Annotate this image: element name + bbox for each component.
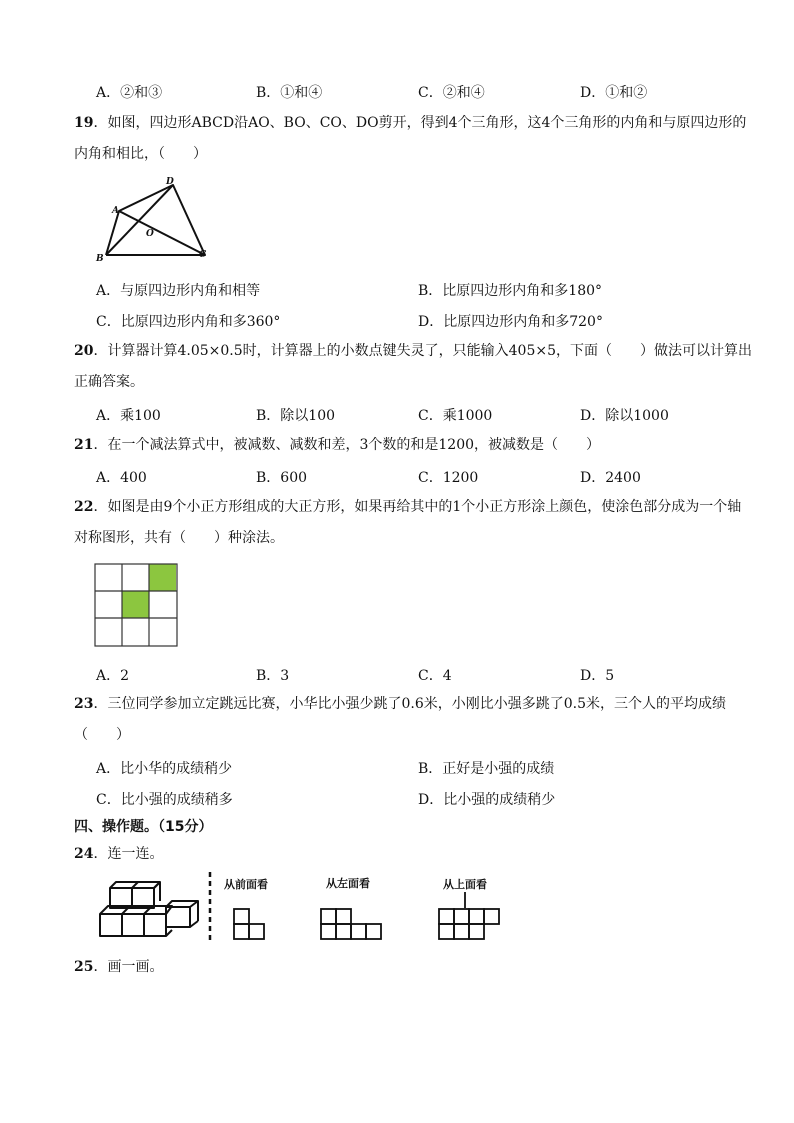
section-four-title: 四、操作题。（15分） bbox=[74, 819, 213, 835]
q18-option-c[interactable]: C．②和④ bbox=[418, 85, 485, 101]
q21-option-b[interactable]: B．600 bbox=[256, 470, 308, 486]
q20-number: 20 bbox=[74, 343, 94, 359]
q20-question bbox=[74, 336, 754, 398]
q20-text: ．计算器计算4.05×0.5时，计算器上的小数点键失灵了，只能输入405×5，下面（ ）做法可以计算出正确答案。 bbox=[74, 343, 753, 390]
view-label-front: 从前面看 bbox=[224, 878, 268, 891]
q22-option-c[interactable]: C．4 bbox=[418, 668, 452, 684]
q21-option-a[interactable]: A．400 bbox=[96, 470, 147, 486]
q19-option-a[interactable]: A．与原四边形内角和相等 bbox=[96, 283, 261, 299]
q21-question bbox=[74, 430, 754, 461]
view-label-top: 从上面看 bbox=[443, 878, 487, 891]
q18-option-a[interactable]: A．②和③ bbox=[96, 85, 163, 101]
q21-option-d[interactable]: D．2400 bbox=[580, 470, 641, 486]
left-view-shape bbox=[320, 908, 384, 942]
q18-option-b[interactable]: B．①和④ bbox=[256, 85, 323, 101]
q22-text: ．如图是由9个小正方形组成的大正方形，如果再给其中的1个小正方形涂上颜色，使涂色部分成为一个轴对称图形，共有（ ）种涂法。 bbox=[74, 499, 742, 546]
q22-option-b[interactable]: B．3 bbox=[256, 668, 290, 684]
q25-text: ．画一画。 bbox=[93, 959, 164, 975]
q19-question bbox=[74, 108, 754, 170]
q19-number: 19 bbox=[74, 115, 94, 131]
q19-text: ．如图，四边形ABCD沿AO、BO、CO、DO剪开，得到4个三角形，这4个三角形的内角和与原四边形的内角和相比，（ ） bbox=[74, 115, 747, 162]
figure-label-d: D bbox=[166, 177, 174, 187]
q22-option-d[interactable]: D．5 bbox=[580, 668, 615, 684]
q20-option-a[interactable]: A．乘100 bbox=[96, 408, 161, 424]
q18-option-d[interactable]: D．①和② bbox=[580, 85, 648, 101]
q25-question bbox=[74, 956, 163, 976]
cube-stack-figure bbox=[96, 877, 206, 943]
q23-option-b[interactable]: B．正好是小强的成绩 bbox=[418, 761, 555, 777]
q21-number: 21 bbox=[74, 437, 94, 453]
q20-option-c[interactable]: C．乘1000 bbox=[418, 408, 493, 424]
q23-option-d[interactable]: D．比小强的成绩稍少 bbox=[418, 792, 556, 808]
q19-option-c[interactable]: C．比原四边形内角和多360° bbox=[96, 314, 281, 330]
q23-text: ．三位同学参加立定跳远比赛，小华比小强少跳了0.6米，小刚比小强多跳了0.5米，三个人的平均成绩（ ） bbox=[74, 696, 727, 743]
figure-label-c: C bbox=[199, 250, 207, 260]
q24-text: ．连一连。 bbox=[93, 846, 164, 862]
nine-square-grid bbox=[94, 563, 180, 649]
view-label-left: 从左面看 bbox=[326, 877, 370, 890]
q21-option-c[interactable]: C．1200 bbox=[418, 470, 479, 486]
quadrilateral-figure bbox=[92, 176, 212, 266]
q23-number: 23 bbox=[74, 696, 94, 712]
q25-number: 25 bbox=[74, 959, 94, 975]
q19-option-d[interactable]: D．比原四边形内角和多720° bbox=[418, 314, 603, 330]
q22-option-a[interactable]: A．2 bbox=[96, 668, 130, 684]
top-view-shape bbox=[438, 890, 500, 942]
q23-option-a[interactable]: A．比小华的成绩稍少 bbox=[96, 761, 233, 777]
q24-question bbox=[74, 843, 163, 863]
figure-label-b: B bbox=[96, 254, 104, 264]
q22-number: 22 bbox=[74, 499, 94, 515]
front-view-shape bbox=[233, 908, 269, 942]
grid-cell-shaded-1 bbox=[149, 564, 176, 591]
figure-label-o: O bbox=[146, 229, 154, 239]
grid-cell-shaded-2 bbox=[122, 591, 149, 618]
figure-label-a: A bbox=[112, 206, 119, 216]
q20-option-b[interactable]: B．除以100 bbox=[256, 408, 336, 424]
q19-option-b[interactable]: B．比原四边形内角和多180° bbox=[418, 283, 603, 299]
dashed-divider bbox=[207, 872, 213, 944]
q24-number: 24 bbox=[74, 846, 94, 862]
q20-option-d[interactable]: D．除以1000 bbox=[580, 408, 669, 424]
q22-question bbox=[74, 492, 754, 554]
q21-text: ．在一个减法算式中，被减数、减数和差，3个数的和是1200，被减数是（ ） bbox=[93, 437, 601, 453]
q23-question bbox=[74, 689, 754, 751]
q23-option-c[interactable]: C．比小强的成绩稍多 bbox=[96, 792, 233, 808]
